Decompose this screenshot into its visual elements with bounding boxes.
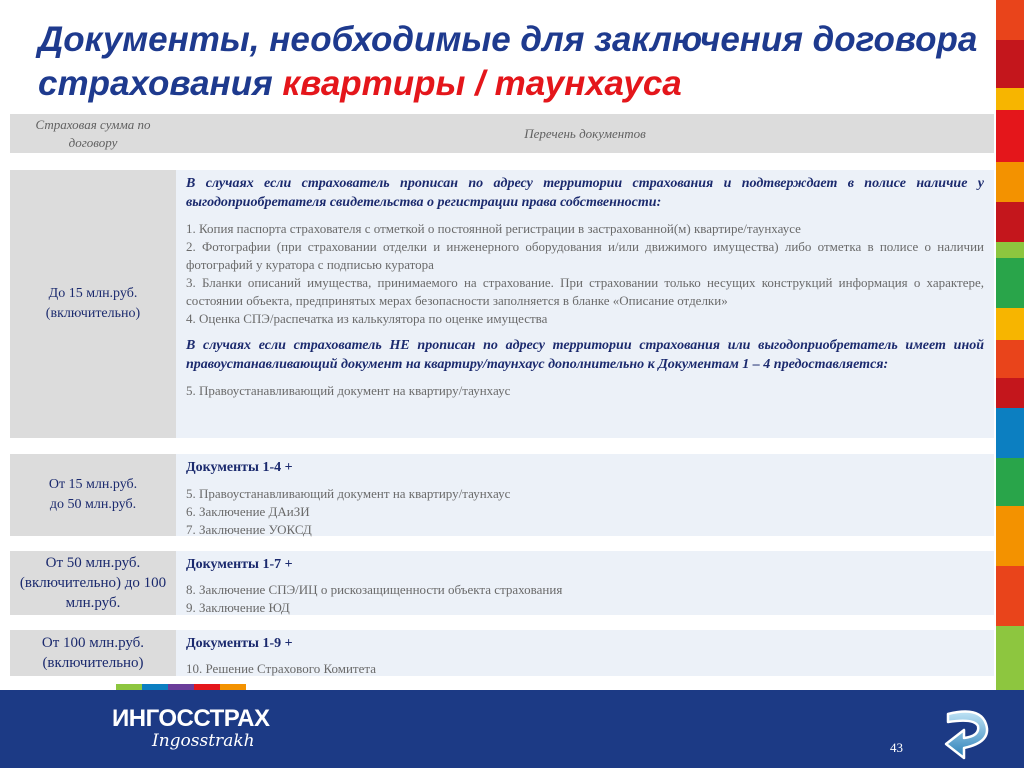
ingosstrakh-logo bbox=[112, 706, 270, 750]
row-documents bbox=[176, 454, 994, 536]
table-row bbox=[10, 551, 994, 615]
documents-lead: Документы 1-7 + bbox=[186, 557, 293, 572]
condition-not-registered: В случаях если страхователь НЕ прописан по адресу территории страхования или выгодоприобретатель имеет иной правоустанавливающий документ на квартиру/таунхаус дополнительно к Документам 1 – 4 предоставляется: bbox=[186, 338, 984, 372]
table-row bbox=[10, 630, 994, 676]
list-item: 10. Решение Страхового Комитета bbox=[186, 661, 376, 676]
amount-label: до 50 млн.руб. bbox=[49, 497, 137, 512]
return-button[interactable] bbox=[940, 704, 996, 762]
row-documents bbox=[176, 551, 994, 615]
list-item: 2. Фотографии (при страховании отделки и инженерного оборудования и/или движимого имущества) либо отметка в полисе о наличии фотографий у куратора с подписью куратора bbox=[186, 239, 984, 272]
decorative-color-stripes bbox=[996, 0, 1024, 690]
list-item: 3. Бланки описаний имущества, принимаемого на страхование. При страховании только несущих конструкций информация о характере, состоянии объекта, предпринятых мерах безопасности заполняется в бланке «Описание отделки» bbox=[186, 275, 984, 308]
logo-text: ИНГОССТРАХ bbox=[112, 705, 270, 732]
title-part1: Документы, необходимые для заключения договора страхования bbox=[38, 20, 978, 103]
list-item: 7. Заключение УОКСД bbox=[186, 522, 312, 537]
slide-title bbox=[38, 18, 978, 106]
documents-lead: Документы 1-4 + bbox=[186, 460, 293, 475]
row-documents bbox=[176, 170, 994, 438]
amount-label: От 15 млн.руб. bbox=[48, 477, 138, 492]
documents-lead: Документы 1-9 + bbox=[186, 636, 293, 651]
list-item: 1. Копия паспорта страхователя с отметкой о постоянной регистрации в застрахованной(м) квартире/таунхаусе bbox=[186, 221, 801, 236]
row-documents bbox=[176, 630, 994, 676]
table-row bbox=[10, 454, 994, 536]
row-amount bbox=[10, 454, 176, 536]
list-item: 9. Заключение ЮД bbox=[186, 600, 290, 615]
return-arrow-icon bbox=[940, 704, 996, 762]
footer-bar bbox=[0, 690, 1024, 768]
header-sum-insured: Страховая сумма по договору bbox=[35, 116, 151, 150]
header-documents-list: Перечень документов bbox=[524, 125, 646, 141]
list-item: 4. Оценка СПЭ/распечатка из калькулятора по оценке имущества bbox=[186, 311, 548, 326]
row-amount bbox=[10, 551, 176, 615]
list-item: 5. Правоустанавливающий документ на квартиру/таунхаус bbox=[186, 383, 511, 398]
title-accent: квартиры / таунхауса bbox=[282, 64, 682, 103]
documents-list bbox=[186, 581, 984, 617]
amount-label: До 15 млн.руб. (включительно) bbox=[45, 286, 141, 321]
row-amount bbox=[10, 630, 176, 676]
documents-list bbox=[186, 485, 984, 539]
amount-label: От 50 млн.руб. (включительно) до 100 млн.руб. bbox=[19, 555, 167, 611]
list-item: 8. Заключение СПЭ/ИЦ о рискозащищенности объекта страхования bbox=[186, 582, 563, 597]
row-amount bbox=[10, 170, 176, 438]
documents-list bbox=[186, 220, 984, 328]
list-item: 6. Заключение ДАиЗИ bbox=[186, 504, 310, 519]
list-item: 5. Правоустанавливающий документ на квартиру/таунхаус bbox=[186, 486, 511, 501]
documents-list bbox=[186, 660, 984, 678]
table-row bbox=[10, 170, 994, 438]
logo-script: Ingosstrakh bbox=[152, 731, 255, 751]
documents-list bbox=[186, 382, 984, 400]
page-number: 43 bbox=[890, 740, 903, 755]
condition-registered: В случаях если страхователь прописан по адресу территории страхования и подтверждает в полисе наличие у выгодоприобретателя свидетельства о регистрации права собственности: bbox=[186, 176, 984, 210]
table-header bbox=[10, 114, 994, 153]
amount-label: От 100 млн.руб. (включительно) bbox=[41, 635, 145, 671]
